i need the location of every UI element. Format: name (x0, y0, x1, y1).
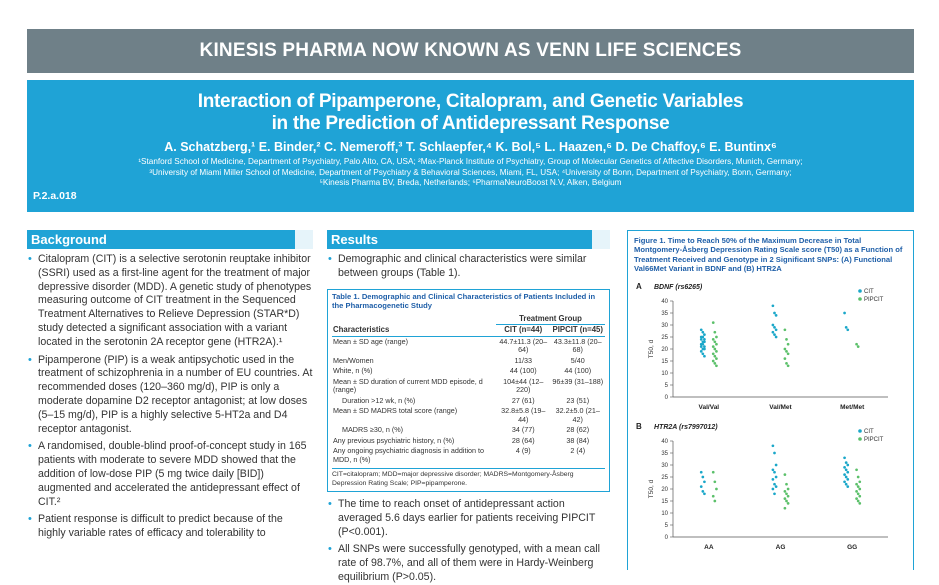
data-point (857, 492, 860, 495)
cit-value: 104±44 (12–220) (503, 376, 544, 395)
table-header-row (332, 325, 605, 337)
x-category-label: GG (847, 544, 858, 551)
data-point (784, 328, 787, 331)
data-point (713, 331, 716, 334)
data-point (775, 476, 778, 479)
data-point (772, 331, 775, 334)
data-point (855, 497, 858, 500)
table-row (332, 336, 605, 356)
demographics-table (332, 314, 605, 466)
affiliation-line-2: ³University of Miami Miller School of Medicine, Department of Psychiatry & Behavioral Sciences, Miami, FL, USA; ⁴University of Bonn, Department of Psychiatry, Bonn, Germany; (149, 167, 792, 177)
affiliation-line-1: ¹Stanford School of Medicine, Department of Psychiatry, Palo Alto, CA, USA; ²Max-Planck Institute of Psychiatry, Group of Molecular Genetics of Affective Disorders, Munich, Germany; (138, 157, 803, 166)
data-point (715, 364, 718, 367)
data-point (846, 485, 849, 488)
affiliations (27, 157, 914, 189)
data-point (773, 492, 776, 495)
results-bullets-bottom (327, 498, 610, 585)
figure-caption: Figure 1. Time to Reach 50% of the Maximum Decrease in Total Montgomery-Åsberg Depression Rating Scale score (T50) as a Function of Treatment Received and Genotype in 2 Significant SNPs: (A) Functional Val66Met Variant in BDNF and (B) HTR2A (634, 236, 903, 274)
poster-title (27, 91, 914, 135)
y-tick-label: 25 (661, 335, 668, 341)
data-point (855, 483, 858, 486)
table-footnote: CIT=citalopram; MDD=major depressive disorder; MADRS=Montgomery-Åsberg Depression Rating Scale; PIP=pipamperone. (332, 468, 605, 488)
row-label: Any ongoing psychiatric diagnosis in addition to MDD, n (%) (333, 446, 485, 464)
data-point (845, 468, 848, 471)
pipcit-value: 96±39 (31–188) (552, 376, 604, 386)
data-point (700, 338, 703, 341)
data-point (845, 476, 848, 479)
data-point (773, 471, 776, 474)
data-point (857, 485, 860, 488)
y-tick-label: 40 (661, 299, 668, 305)
title-line-2: in the Prediction of Antidepressant Response (271, 113, 670, 134)
data-point (785, 492, 788, 495)
cit-value: 44.7±11.3 (20–64) (496, 336, 550, 356)
group-header: Treatment Group (496, 314, 605, 325)
data-point (785, 350, 788, 353)
panel-label: B (636, 422, 642, 431)
data-point (773, 326, 776, 329)
data-point (775, 464, 778, 467)
cit-value: 34 (77) (511, 425, 535, 435)
results-bullets-top (327, 253, 610, 281)
data-point (857, 500, 860, 503)
legend-label: PIPCIT (864, 437, 884, 444)
legend-marker (858, 297, 862, 301)
pipcit-value: 44 (100) (564, 366, 592, 376)
row-label: Duration >12 wk, n (%) (342, 395, 416, 405)
x-category-label: AA (704, 544, 714, 551)
data-point (785, 483, 788, 486)
data-point (772, 444, 775, 447)
data-point (784, 357, 787, 360)
data-point (775, 314, 778, 317)
data-point (858, 488, 861, 491)
row-label: Mean ± SD age (range) (332, 336, 496, 356)
table-row (332, 377, 605, 396)
data-point (858, 480, 861, 483)
data-point (701, 476, 704, 479)
data-point (703, 492, 706, 495)
background-section (27, 230, 313, 541)
bullet: • The time to reach onset of antidepressant action averaged 5.6 days earlier for patients receiving PIPCIT (P<0.001). (327, 498, 610, 539)
data-point (843, 466, 846, 469)
y-tick-label: 35 (661, 451, 668, 457)
title-line-1: Interaction of Pipamperone, Citalopram, and Genetic Variables (197, 91, 744, 112)
pipcit-value: 38 (84) (566, 435, 590, 445)
data-point (775, 328, 778, 331)
data-point (713, 362, 716, 365)
y-axis-label: T50, d (648, 339, 655, 359)
data-point (713, 355, 716, 358)
data-point (855, 490, 858, 493)
data-point (785, 500, 788, 503)
data-point (843, 480, 846, 483)
data-point (773, 312, 776, 315)
pipcit-value: 23 (51) (566, 395, 590, 405)
data-point (846, 478, 849, 481)
pipcit-value: 32.2±5.0 (21–42) (555, 406, 600, 424)
chart-title: HTR2A (rs7997012) (654, 424, 718, 431)
table-row (332, 436, 605, 447)
poster-id: P.2.a.018 (33, 190, 77, 202)
y-tick-label: 0 (664, 535, 668, 541)
data-point (703, 340, 706, 343)
pipcit-value: 43.3±11.8 (20–68) (551, 336, 606, 356)
data-point (700, 345, 703, 348)
row-label: Any previous psychiatric history, n (%) (333, 435, 455, 445)
data-point (855, 343, 858, 346)
bullet: • A randomised, double-blind proof-of-concept study in 165 patients with moderate to severe MDD showed that the addition of low-dose PIP (5 mg twice daily [BID]) augmented and accelerated the antidepressant effect of CIT.² (27, 440, 313, 509)
poster-header (27, 80, 914, 212)
data-point (784, 473, 787, 476)
data-point (772, 324, 775, 327)
y-axis-label: T50, d (648, 479, 655, 499)
table-row (332, 396, 605, 407)
table-row (332, 366, 605, 377)
table-group-row (332, 314, 605, 325)
data-point (857, 345, 860, 348)
data-point (858, 495, 861, 498)
table-caption: Table 1. Demographic and Clinical Characteristics of Patients Included in the Pharmacogenetic Study (332, 291, 596, 310)
cit-value: 27 (61) (511, 395, 535, 405)
data-point (787, 364, 790, 367)
cit-value: 28 (64) (511, 435, 535, 445)
data-point (846, 328, 849, 331)
bullet: • Pipamperone (PIP) is a weak antipsychotic used in the treatment of schizophrenia in a number of EU countries. At recommended doses (120–360 mg/d), PIP is only a moderate dopamine D2 receptor antagonist; at low doses (5–15 mg/d), PIP is a highly selective 5-HT2a and D4 receptor antagonist. (27, 354, 313, 437)
cit-value: 11/33 (514, 355, 532, 365)
data-point (772, 478, 775, 481)
author-list: A. Schatzberg,¹ E. Binder,² C. Nemeroff,³ T. Schlaepfer,⁴ K. Bol,⁵ L. Haazen,⁶ D. De Chaffoy,⁶ E. Buntinx⁶ (164, 140, 777, 154)
y-tick-label: 15 (661, 499, 668, 505)
data-point (787, 488, 790, 491)
row-label: Mean ± SD duration of current MDD episode, d (range) (333, 376, 483, 395)
data-point (858, 502, 861, 505)
data-point (772, 488, 775, 491)
background-bullets (27, 253, 313, 541)
bullet: • Demographic and clinical characteristics were similar between groups (Table 1). (327, 253, 610, 281)
data-point (784, 507, 787, 510)
data-point (701, 336, 704, 339)
x-category-label: Val/Met (769, 404, 792, 411)
y-tick-label: 0 (664, 395, 668, 401)
table-1 (327, 289, 610, 493)
data-point (713, 348, 716, 351)
data-point (772, 468, 775, 471)
row-label: MADRS ≥30, n (%) (342, 425, 404, 435)
col-pipcit: PIPCIT (n=45) (552, 325, 603, 335)
data-point (713, 340, 716, 343)
data-point (845, 461, 848, 464)
data-point (855, 468, 858, 471)
legend-label: PIPCIT (864, 297, 884, 304)
data-point (713, 480, 716, 483)
data-point (843, 473, 846, 476)
data-point (712, 338, 715, 341)
chart-title: BDNF (rs6265) (654, 284, 703, 291)
data-point (715, 357, 718, 360)
y-tick-label: 30 (661, 323, 668, 329)
y-tick-label: 40 (661, 439, 668, 445)
y-tick-label: 30 (661, 463, 668, 469)
data-point (700, 485, 703, 488)
data-point (845, 483, 848, 486)
data-point (712, 352, 715, 355)
data-point (772, 304, 775, 307)
data-point (843, 456, 846, 459)
table-row (332, 406, 605, 425)
data-point (701, 343, 704, 346)
cit-value: 32.8±5.8 (19–44) (501, 406, 546, 424)
data-point (703, 338, 706, 341)
table-row (332, 356, 605, 367)
data-point (787, 495, 790, 498)
data-point (857, 476, 860, 479)
data-point (846, 471, 849, 474)
legend-marker (858, 429, 862, 433)
pipcit-value: 2 (4) (570, 446, 586, 456)
affiliation-line-3: ⁵Kinesis Pharma BV, Breda, Netherlands; ⁶PharmaNeuroBoost N.V, Alken, Belgium (319, 178, 622, 187)
table-row (332, 446, 605, 465)
data-point (701, 331, 704, 334)
data-point (785, 338, 788, 341)
company-banner (27, 29, 914, 73)
data-point (785, 362, 788, 365)
cit-value: 44 (100) (509, 366, 537, 376)
data-point (784, 490, 787, 493)
legend-marker (858, 437, 862, 441)
data-point (775, 336, 778, 339)
x-category-label: AG (775, 544, 786, 551)
data-point (845, 326, 848, 329)
background-heading: Background (27, 230, 313, 249)
data-point (846, 464, 849, 467)
data-point (703, 348, 706, 351)
data-point (787, 343, 790, 346)
data-point (700, 350, 703, 353)
data-point (784, 497, 787, 500)
data-point (715, 336, 718, 339)
data-point (715, 488, 718, 491)
legend-label: CIT (864, 429, 874, 436)
bullet: • All SNPs were successfully genotyped, with a mean call rate of 98.7%, and all of them were in Hardy-Weinberg equilibrium (P>0.05). (327, 543, 610, 584)
company-banner-text: KINESIS PHARMA NOW KNOWN AS VENN LIFE SCIENCES (199, 40, 742, 61)
y-tick-label: 15 (661, 359, 668, 365)
data-point (787, 352, 790, 355)
y-tick-label: 10 (661, 511, 668, 517)
legend-marker (858, 289, 862, 293)
panel-label: A (636, 282, 642, 291)
results-section (327, 230, 610, 585)
y-tick-label: 5 (664, 383, 668, 389)
data-point (700, 471, 703, 474)
col-characteristics: Characteristics (333, 324, 390, 334)
row-label: Men/Women (333, 355, 374, 365)
data-point (712, 345, 715, 348)
figure-1 (627, 230, 914, 570)
y-tick-label: 25 (661, 475, 668, 481)
data-point (701, 490, 704, 493)
pipcit-value: 5/40 (570, 355, 585, 365)
figure-1-charts (628, 273, 913, 573)
data-point (843, 312, 846, 315)
results-heading: Results (327, 230, 610, 249)
data-point (715, 343, 718, 346)
row-label: White, n (%) (333, 366, 373, 376)
data-point (700, 328, 703, 331)
y-tick-label: 5 (664, 523, 668, 529)
data-point (703, 345, 706, 348)
x-category-label: Val/Val (698, 404, 720, 411)
data-point (773, 483, 776, 486)
data-point (712, 360, 715, 363)
data-point (775, 485, 778, 488)
bullet: • Citalopram (CIT) is a selective serotonin reuptake inhibitor (SSRI) used as a first-line agent for the treatment of major depressive disorder (MDD). A genetic study of phenotypes measuring outcome of CIT treatment in the Sequenced Treatment Alternatives to Relieve Depression (STAR*D) study detected a significant association with a variant located in the serotonin 2A receptor gene (HTR2A).¹ (27, 253, 313, 350)
data-point (773, 452, 776, 455)
y-tick-label: 20 (661, 347, 668, 353)
y-tick-label: 20 (661, 487, 668, 493)
data-point (712, 321, 715, 324)
data-point (773, 333, 776, 336)
data-point (703, 355, 706, 358)
y-tick-label: 10 (661, 371, 668, 377)
legend-label: CIT (864, 289, 874, 296)
x-category-label: Met/Met (840, 404, 865, 411)
cit-value: 4 (9) (515, 446, 531, 456)
y-tick-label: 35 (661, 311, 668, 317)
data-point (701, 352, 704, 355)
data-point (784, 348, 787, 351)
table-row (332, 425, 605, 436)
data-point (713, 500, 716, 503)
bullet: • Patient response is difficult to predict because of the highly variable rates of efficacy and tolerability to (27, 513, 313, 541)
col-cit: CIT (n=44) (504, 325, 543, 335)
data-point (787, 502, 790, 505)
data-point (712, 471, 715, 474)
data-point (703, 333, 706, 336)
data-point (712, 495, 715, 498)
pipcit-value: 28 (62) (566, 425, 590, 435)
row-label: Mean ± SD MADRS total score (range) (333, 406, 458, 416)
data-point (715, 350, 718, 353)
table-body (332, 336, 605, 465)
data-point (703, 480, 706, 483)
